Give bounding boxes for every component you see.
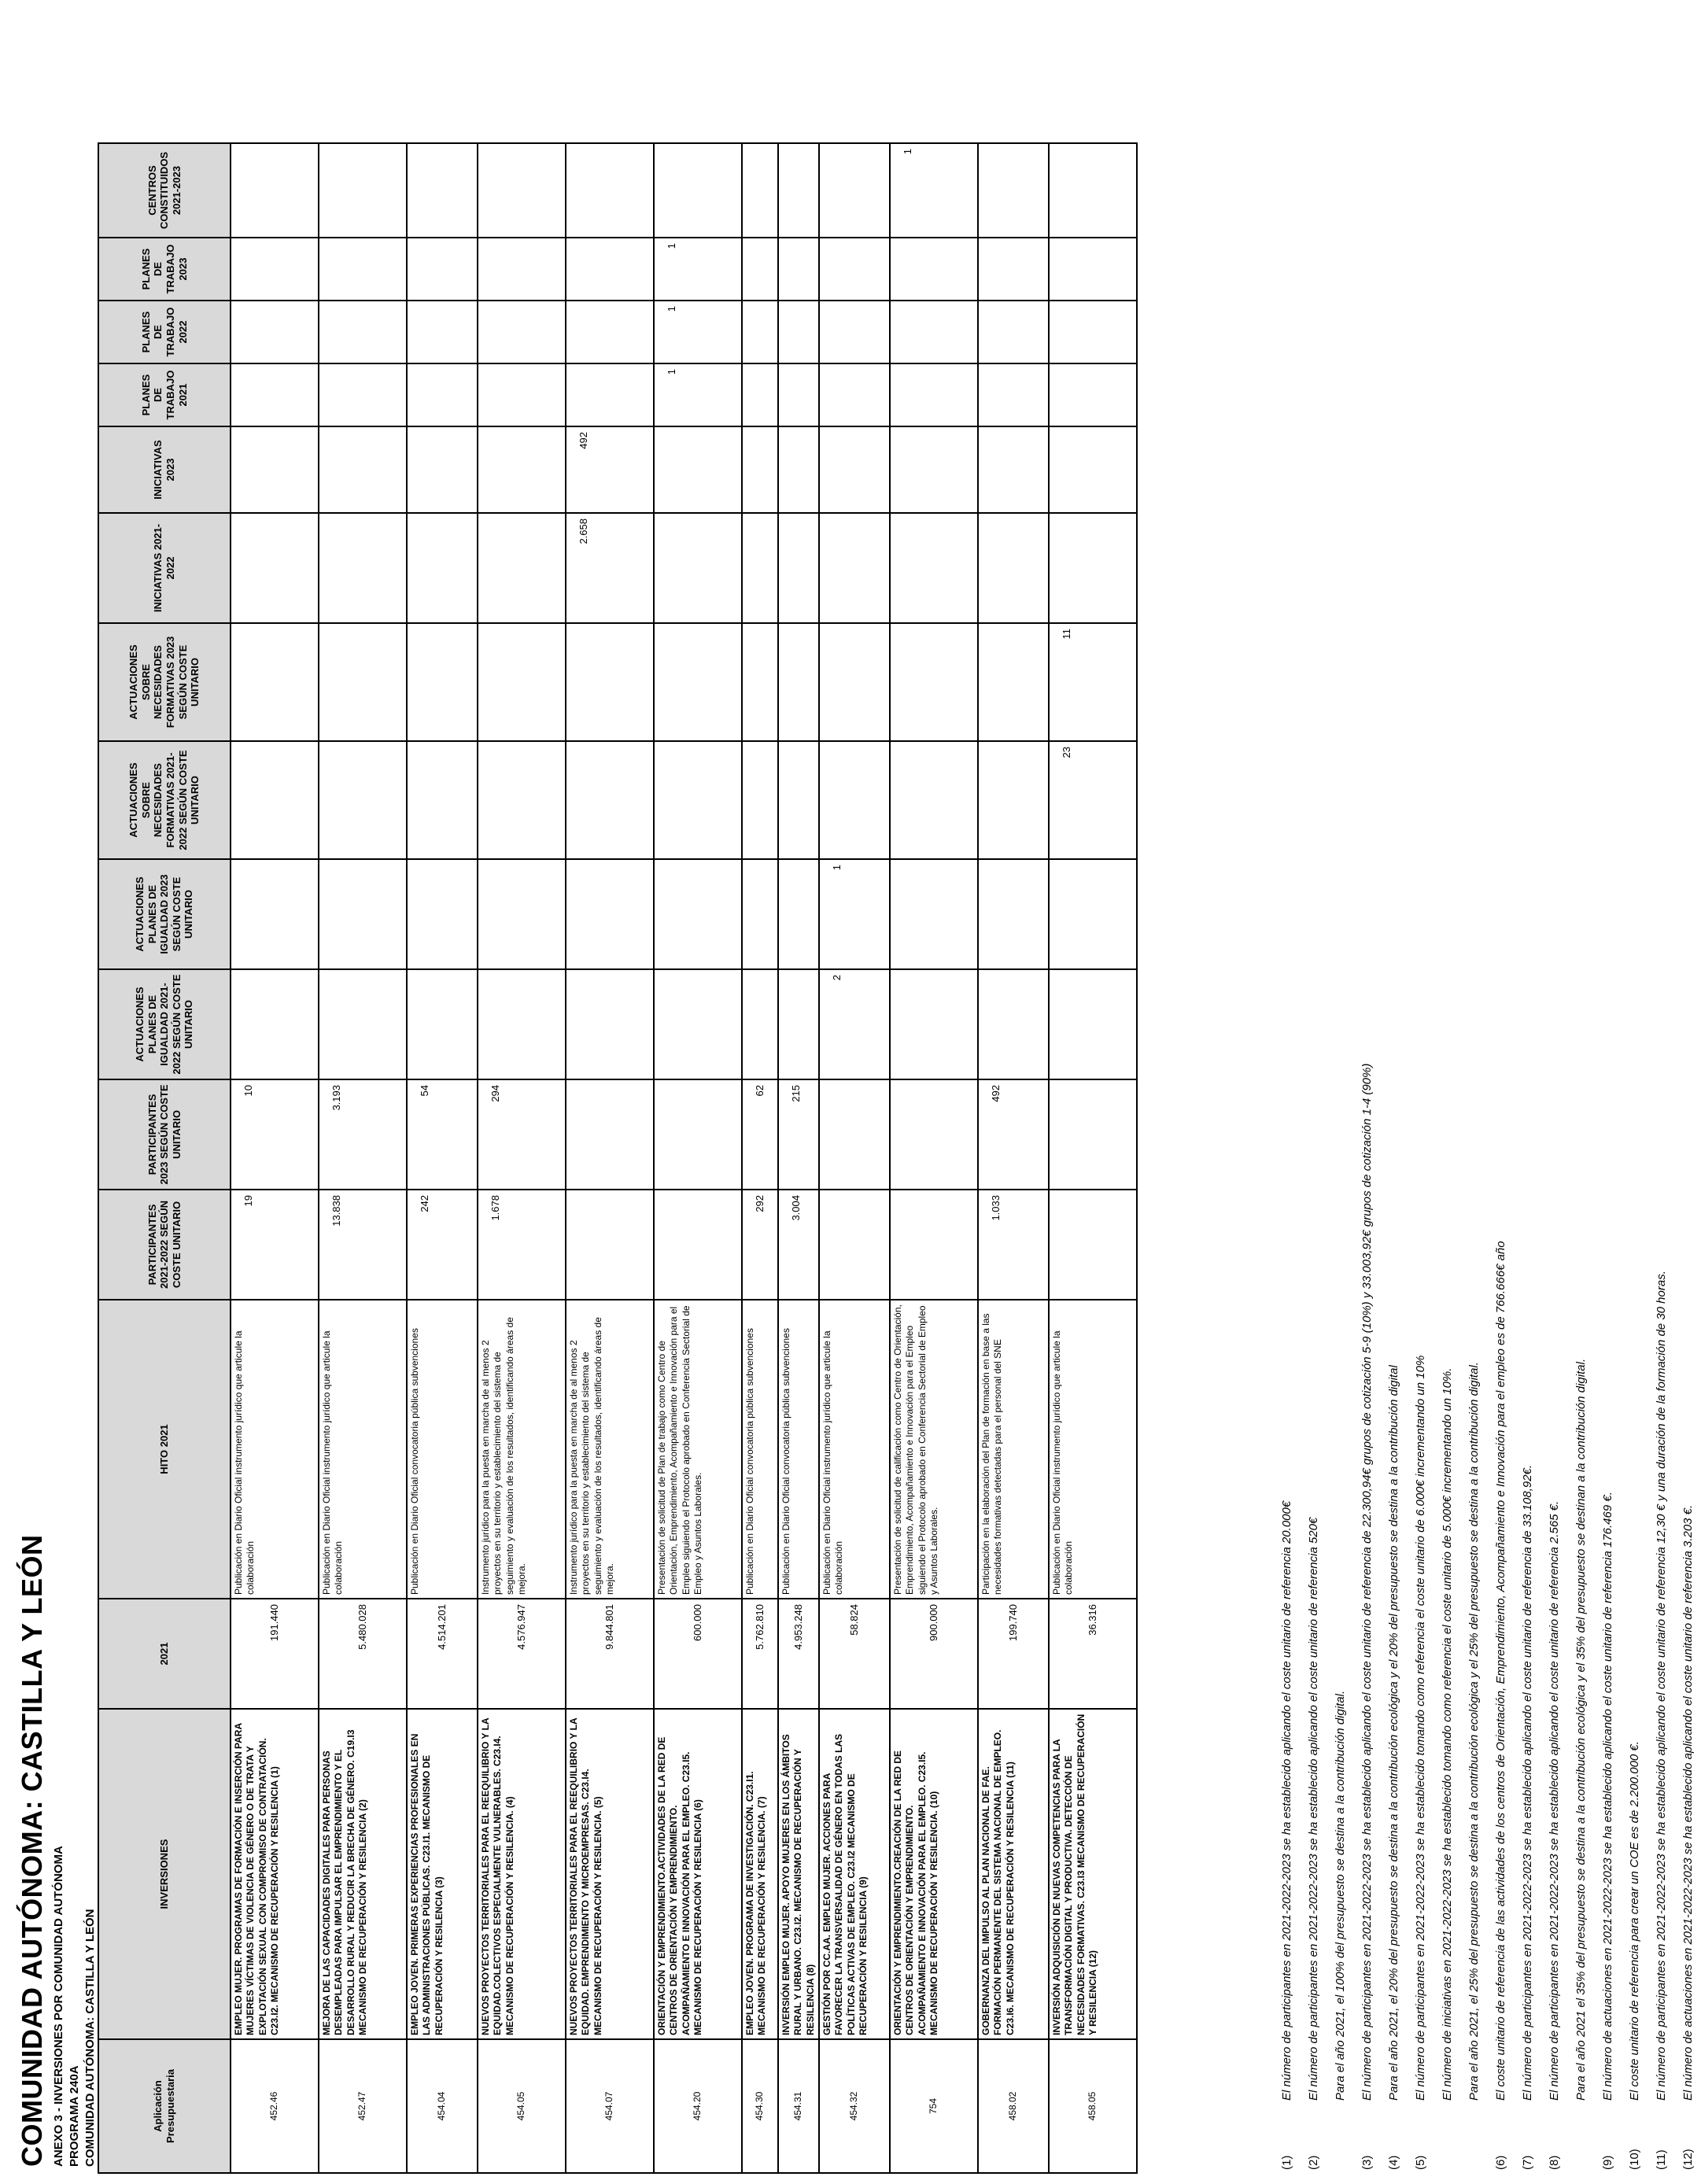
cell-value: [231, 143, 319, 238]
cell-hito: Presentación de solicitud de calificación como Centro de Orientación, Emprendimiento, Acompañamiento e Innovación para el Empleo siguiendo el Protocolo aprobado en Conferencia Sectorial de Empleo y Asuntos Laborales.: [890, 1300, 978, 1599]
cell-value: [319, 513, 407, 623]
cell-inversion: MEJORA DE LAS CAPACIDADES DIGITALES PARA PERSONAS DESEMPLEADAS PARA IMPULSAR EL EMPRENDIMIENTO Y EL DESARROLLO RURAL Y REDUCIR LA BRECHA DE GÉNERO. C19.I3 MECANISMO DE RECUPERACIÓN Y RESILENCIA (2): [319, 1709, 407, 2039]
cell-aplicacion: 454.32: [819, 2039, 890, 2173]
cell-value: [566, 859, 654, 969]
cell-value: [319, 623, 407, 741]
footnote-text: El número de participantes en 2021-2022-2023 se ha establecido aplicando el coste unitario de referencia 520€: [1306, 1517, 1320, 2101]
cell-value: [978, 363, 1049, 426]
cell-value: [654, 623, 742, 741]
cell-value: [478, 513, 566, 623]
footnote: [1407, 46, 1433, 2170]
cell-value: [1049, 238, 1137, 301]
footnote: [1674, 46, 1701, 2170]
cell-value: [654, 859, 742, 969]
cell-value: [778, 426, 819, 513]
footnote-ref: (7): [1520, 2155, 1534, 2170]
cell-value: [742, 969, 778, 1079]
footnote-ref: (1): [1279, 2155, 1293, 2170]
cell-value: 3.004: [778, 1190, 819, 1300]
cell-value: [819, 1079, 890, 1190]
cell-importe: 4.953.248: [778, 1599, 819, 1709]
cell-value: [478, 301, 566, 363]
footnote-text: Para el año 2021, el 20% del presupuesto se destina a la contribución ecológica y el 20% del presupuesto se destina a la contribución digital: [1386, 1365, 1400, 2101]
footnotes: [1273, 46, 1701, 2170]
cell-hito: Publicación en Diario Oficial convocatoria pública subvenciones: [407, 1300, 478, 1599]
table-row: [231, 143, 319, 2173]
cell-value: [1049, 1079, 1137, 1190]
cell-value: [742, 623, 778, 741]
cell-hito: Instrumento jurídico para la puesta en marcha de al menos 2 proyectos en su territorio y establecimiento del sistema de seguimiento y evaluación de los resultados, identificando áreas de mejora.: [478, 1300, 566, 1599]
cell-value: [319, 143, 407, 238]
cell-value: [978, 623, 1049, 741]
cell-value: [819, 623, 890, 741]
cell-value: 54: [407, 1079, 478, 1190]
table-row: [1049, 143, 1137, 2173]
cell-value: [778, 969, 819, 1079]
cell-value: 294: [478, 1079, 566, 1190]
cell-value: 62: [742, 1079, 778, 1190]
cell-value: [819, 143, 890, 238]
cell-value: [231, 301, 319, 363]
cell-hito: Participación en la elaboración del Plan de formación en base a las necesidades formativas detectadas para el personal del SNE: [978, 1300, 1049, 1599]
cell-value: [231, 741, 319, 859]
cell-value: [1049, 969, 1137, 1079]
cell-value: [231, 513, 319, 623]
cell-inversion: ORIENTACIÓN Y EMPRENDIMIENTO.CREACIÓN DE LA RED DE CENTROS DE ORIENTACIÓN Y EMPRENDIMIENTO. ACOMPAÑAMIENTO E INNOVACIÓN PARA EL EMPLEO. C23.I5. MECANISMO DE RECUPERACIÓN Y RESILENCIA. (10): [890, 1709, 978, 2039]
cell-value: [978, 143, 1049, 238]
col-header: CENTROS CONSTITUIDOS 2021-2023: [98, 143, 231, 238]
cell-value: 1: [654, 363, 742, 426]
cell-value: [231, 969, 319, 1079]
table-row: [478, 143, 566, 2173]
cell-value: [478, 969, 566, 1079]
cell-value: [566, 301, 654, 363]
cell-hito: Publicación en Diario Oficial instrumento jurídico que articule la colaboración: [319, 1300, 407, 1599]
cell-importe: 5.762.810: [742, 1599, 778, 1709]
cell-value: [478, 741, 566, 859]
footnote: [1647, 46, 1674, 2170]
cell-value: [319, 426, 407, 513]
cell-value: [978, 238, 1049, 301]
cell-value: [742, 741, 778, 859]
cell-value: [407, 859, 478, 969]
cell-value: 215: [778, 1079, 819, 1190]
investments-table: [98, 142, 1138, 2174]
cell-value: [566, 238, 654, 301]
cell-value: 11: [1049, 623, 1137, 741]
cell-inversion: GOBERNANZA DEL IMPULSO AL PLAN NACIONAL DE FAE. FORMACIÓN PERMANENTE DEL SISTEMA NACIONAL DE EMPLEO. C23.I6. MECANISMO DE RECUPERACIÓN Y RESILENCIA (11): [978, 1709, 1049, 2039]
cell-value: [566, 363, 654, 426]
cell-value: [1049, 513, 1137, 623]
cell-inversion: NUEVOS PROYECTOS TERRITORIALES PARA EL REEQUILIBRIO Y LA EQUIDAD. EMPRENDIMIENTO Y MICROEMPRESAS. C23.I4. MECANISMO DE RECUPERACIÓN Y RESILENCIA. (5): [566, 1709, 654, 2039]
footnote: [1273, 46, 1300, 2170]
subtitle-community: COMUNIDAD AUTÓNOMA: CASTILLA Y LEÓN: [83, 1909, 97, 2167]
cell-value: 1: [654, 301, 742, 363]
footnote-text: El coste unitario de referencia para crear un COE es de 2.200.000 €.: [1627, 1741, 1641, 2101]
footnote-text: Para el año 2021, el 25% del presupuesto se destina a la contribución ecológica y el 25% del presupuesto se destina a la contribución digital.: [1467, 1362, 1481, 2101]
footnote: [1487, 46, 1514, 2170]
cell-value: 1: [819, 859, 890, 969]
col-header: PARTICIPANTES 2023 SEGÚN COSTE UNITARIO: [98, 1079, 231, 1190]
cell-hito: Instrumento jurídico para la puesta en marcha de al menos 2 proyectos en su territorio y establecimiento del sistema de seguimiento y evaluación de los resultados, identificando áreas de mejora.: [566, 1300, 654, 1599]
cell-value: 492: [978, 1079, 1049, 1190]
col-header: ACTUACIONES PLANES DE IGUALDAD 2023 SEGÚN COSTE UNITARIO: [98, 859, 231, 969]
cell-value: [231, 363, 319, 426]
cell-value: [778, 623, 819, 741]
table-row: [319, 143, 407, 2173]
cell-value: [819, 363, 890, 426]
cell-value: [742, 426, 778, 513]
cell-hito: Publicación en Diario Oficial instrumento jurídico que articule la colaboración: [231, 1300, 319, 1599]
footnote-ref: (5): [1413, 2155, 1427, 2170]
cell-value: [819, 741, 890, 859]
cell-value: [319, 238, 407, 301]
footnote-ref: (2): [1306, 2155, 1320, 2170]
cell-value: [890, 301, 978, 363]
cell-value: [319, 363, 407, 426]
cell-value: [778, 741, 819, 859]
page-title: COMUNIDAD AUTÓNOMA: CASTILLA Y LEÓN: [16, 1534, 48, 2167]
cell-aplicacion: 454.07: [566, 2039, 654, 2173]
cell-value: [890, 741, 978, 859]
table-row: [978, 143, 1049, 2173]
cell-value: [654, 143, 742, 238]
cell-value: [407, 426, 478, 513]
cell-inversion: EMPLEO JOVEN. PRIMERAS EXPERIENCIAS PROFESIONALES EN LAS ADMINISTRACIONES PÚBLICAS. C23.I1. MECANISMO DE RECUPERACIÓN Y RESILENCIA (3): [407, 1709, 478, 2039]
cell-value: [478, 859, 566, 969]
cell-value: [654, 741, 742, 859]
cell-inversion: NUEVOS PROYECTOS TERRITORIALES PARA EL REEQUILIBRIO Y LA EQUIDAD.COLECTIVOS ESPECIALMENTE VULNERABLES. C23.I4. MECANISMO DE RECUPERACIÓN Y RESILENCIA. (4): [478, 1709, 566, 2039]
cell-value: [978, 741, 1049, 859]
footnote-ref: (10): [1627, 2149, 1641, 2170]
cell-value: 1: [654, 238, 742, 301]
cell-inversion: GESTIÓN POR CC.AA. EMPLEO MUJER. ACCIONES PARA FAVORECER LA TRANSVERSALIDAD DE GÉNERO EN TODAS LAS POLÍTICAS ACTIVAS DE EMPLEO. C23.I2 MECANISMO DE RECUPERACIÓN Y RESILENCIA (9): [819, 1709, 890, 2039]
cell-value: [407, 238, 478, 301]
footnote: [1540, 46, 1567, 2170]
cell-value: [407, 301, 478, 363]
footnote: [1594, 46, 1621, 2170]
cell-value: [978, 426, 1049, 513]
cell-value: [778, 143, 819, 238]
cell-value: [742, 513, 778, 623]
cell-value: [890, 238, 978, 301]
cell-inversion: INVERSIÓN EMPLEO MUJER. APOYO MUJERES EN LOS ÁMBITOS RURAL Y URBANO. C23.I2. MECANISMO DE RECUPERACIÓN Y RESILENCIA (8): [778, 1709, 819, 2039]
cell-aplicacion: 754: [890, 2039, 978, 2173]
cell-aplicacion: 454.20: [654, 2039, 742, 2173]
cell-value: [231, 623, 319, 741]
cell-value: [566, 143, 654, 238]
cell-aplicacion: 454.04: [407, 2039, 478, 2173]
footnote: [1514, 46, 1540, 2170]
col-header: PLANES DE TRABAJO 2021: [98, 363, 231, 426]
cell-value: [890, 969, 978, 1079]
footnote-text: El número de participantes en 2021-2022-2023 se ha establecido aplicando el coste unitario de referencia 12,30 € y una duración de la formación de 30 horas.: [1654, 1271, 1668, 2101]
cell-value: [1049, 301, 1137, 363]
table-header-row: [98, 143, 231, 2173]
cell-value: [819, 513, 890, 623]
cell-value: [319, 859, 407, 969]
cell-value: [654, 426, 742, 513]
cell-value: [742, 301, 778, 363]
cell-value: [819, 1190, 890, 1300]
cell-value: [819, 238, 890, 301]
cell-value: [566, 1190, 654, 1300]
col-header: INICIATIVAS 2021-2022: [98, 513, 231, 623]
col-header: INICIATIVAS 2023: [98, 426, 231, 513]
cell-value: [407, 623, 478, 741]
cell-value: 242: [407, 1190, 478, 1300]
cell-value: 19: [231, 1190, 319, 1300]
table-row: [566, 143, 654, 2173]
cell-value: 1: [890, 143, 978, 238]
cell-value: [890, 426, 978, 513]
cell-aplicacion: 454.05: [478, 2039, 566, 2173]
cell-value: 2.658: [566, 513, 654, 623]
table-row: [654, 143, 742, 2173]
cell-value: [566, 969, 654, 1079]
col-header: PARTICIPANTES 2021-2022 SEGÚN COSTE UNITARIO: [98, 1190, 231, 1300]
cell-value: [890, 1079, 978, 1190]
cell-value: [978, 859, 1049, 969]
cell-hito: Presentación de solicitud de Plan de trabajo como Centro de Orientación, Emprendimiento, Acompañamiento e Innovación para el Empleo siguiendo el Protocolo aprobado en Conferencia Sectorial de Empleo y Asuntos Laborales.: [654, 1300, 742, 1599]
col-header: PLANES DE TRABAJO 2022: [98, 301, 231, 363]
cell-value: 492: [566, 426, 654, 513]
cell-value: 1.678: [478, 1190, 566, 1300]
cell-value: [566, 1079, 654, 1190]
cell-importe: 900.000: [890, 1599, 978, 1709]
footnote-ref: (9): [1600, 2155, 1614, 2170]
cell-value: [978, 969, 1049, 1079]
cell-value: [654, 513, 742, 623]
footnote: [1621, 46, 1647, 2170]
footnote-ref: (6): [1493, 2155, 1507, 2170]
col-header: PLANES DE TRABAJO 2023: [98, 238, 231, 301]
cell-importe: 199.740: [978, 1599, 1049, 1709]
footnote: [1460, 46, 1487, 2170]
cell-aplicacion: 454.30: [742, 2039, 778, 2173]
footnote: [1567, 46, 1594, 2170]
footnote-text: El número de actuaciones en 2021-2022-2023 se ha establecido aplicando el coste unitario de referencia 176.469 €.: [1600, 1492, 1614, 2101]
cell-importe: 58.824: [819, 1599, 890, 1709]
cell-value: [890, 623, 978, 741]
cell-value: [742, 859, 778, 969]
cell-value: [819, 426, 890, 513]
footnote-text: Para el año 2021, el 100% del presupuesto se destina a la contribución digital.: [1333, 1690, 1347, 2101]
col-header: Aplicación Presupuestaria: [98, 2039, 231, 2173]
cell-hito: Publicación en Diario Oficial convocatoria pública subvenciones: [778, 1300, 819, 1599]
footnote-text: El número de actuaciones en 2021-2022-2023 se ha establecido aplicando el coste unitario de referencia 3.203 €.: [1681, 1504, 1695, 2101]
cell-value: [231, 238, 319, 301]
cell-value: [407, 741, 478, 859]
cell-value: [978, 301, 1049, 363]
cell-value: [742, 238, 778, 301]
footnote-ref: (8): [1547, 2155, 1561, 2170]
cell-value: [478, 238, 566, 301]
cell-value: [407, 363, 478, 426]
cell-value: 13.838: [319, 1190, 407, 1300]
cell-importe: 9.844.801: [566, 1599, 654, 1709]
footnote-text: El número de participantes en 2021-2022-2023 se ha establecido aplicando el coste unitario de referencia de 22.300,94€ grupos de cotización 5-9 (10%) y 33.003,92€ grupos de cotización 1-4 (90%): [1360, 1063, 1374, 2101]
footnote-text: El coste unitario de referencia de las actividades de los centros de Orientación, Emprendimiento, Acompañamiento e Innovación para el empleo es de 766.666€ año: [1493, 1241, 1507, 2101]
cell-value: 23: [1049, 741, 1137, 859]
cell-importe: 4.576.947: [478, 1599, 566, 1709]
cell-value: [319, 969, 407, 1079]
cell-value: [654, 969, 742, 1079]
cell-importe: 5.480.028: [319, 1599, 407, 1709]
footnote: [1300, 46, 1326, 2170]
footnote-text: El número de iniciativas en 2021-2022-2023 se ha establecido tomando como referencia el coste unitario de 5.000€ incrementando un 10%.: [1440, 1367, 1454, 2101]
cell-value: [407, 969, 478, 1079]
cell-aplicacion: 452.47: [319, 2039, 407, 2173]
cell-aplicacion: 454.31: [778, 2039, 819, 2173]
footnote: [1353, 46, 1380, 2170]
cell-value: [407, 513, 478, 623]
subtitle-program: PROGRAMA 240A: [68, 2065, 81, 2167]
cell-value: [778, 301, 819, 363]
cell-value: [890, 859, 978, 969]
footnote: [1380, 46, 1407, 2170]
cell-value: 292: [742, 1190, 778, 1300]
cell-value: [890, 513, 978, 623]
footnote-text: El número de participantes en 2021-2022-2023 se ha establecido aplicando el coste unitario de referencia 20.000€: [1279, 1500, 1293, 2101]
cell-value: 2: [819, 969, 890, 1079]
subtitle-annex: ANEXO 3 - INVERSIONES POR COMUNIDAD AUTÓNOMA: [52, 1846, 65, 2167]
footnote-text: Para el año 2021 el 35% del presupuesto se destina a la contribución ecológica y el 35% del presupuesto se destinan a la contribución digital.: [1574, 1358, 1588, 2101]
footnote: [1326, 46, 1353, 2170]
footnote-ref: (4): [1386, 2155, 1400, 2170]
cell-value: [1049, 859, 1137, 969]
cell-value: [778, 513, 819, 623]
cell-value: [566, 741, 654, 859]
cell-hito: Publicación en Diario Oficial instrumento jurídico que articule la colaboración: [819, 1300, 890, 1599]
cell-value: [742, 143, 778, 238]
cell-value: [742, 363, 778, 426]
table-row: [890, 143, 978, 2173]
footnote-ref: (3): [1360, 2155, 1374, 2170]
cell-aplicacion: 458.02: [978, 2039, 1049, 2173]
cell-value: [778, 363, 819, 426]
cell-aplicacion: 458.05: [1049, 2039, 1137, 2173]
col-header: HITO 2021: [98, 1300, 231, 1599]
table-row: [407, 143, 478, 2173]
col-header: INVERSIONES: [98, 1709, 231, 2039]
cell-value: [1049, 1190, 1137, 1300]
cell-importe: 600.000: [654, 1599, 742, 1709]
cell-value: [566, 623, 654, 741]
cell-value: [1049, 363, 1137, 426]
table-row: [742, 143, 778, 2173]
cell-value: [778, 238, 819, 301]
cell-value: [890, 1190, 978, 1300]
cell-value: [819, 301, 890, 363]
cell-value: [231, 426, 319, 513]
cell-value: [654, 1079, 742, 1190]
cell-value: [478, 143, 566, 238]
footnote-ref: (11): [1654, 2149, 1668, 2170]
cell-inversion: EMPLEO MUJER. PROGRAMAS DE FORMACIÓN E INSERCIÓN PARA MUJERES VÍCTIMAS DE VIOLENCIA DE GÉNERO O DE TRATA Y EXPLOTACIÓN SEXUAL CON COMPROMISO DE CONTRATACIÓN. C23.I2. MECANISMO DE RECUPERACIÓN Y RESILENCIA (1): [231, 1709, 319, 2039]
col-header: ACTUACIONES PLANES DE IGUALDAD 2021-2022 SEGÚN COSTE UNITARIO: [98, 969, 231, 1079]
footnote-text: El número de participantes en 2021-2022-2023 se ha establecido aplicando el coste unitario de referencia de 33.108,92€.: [1520, 1464, 1534, 2101]
cell-value: [478, 426, 566, 513]
cell-value: [778, 859, 819, 969]
cell-value: [978, 513, 1049, 623]
cell-inversion: INVERSIÓN ADQUISICIÓN DE NUEVAS COMPETENCIAS PARA LA TRANSFORMACIÓN DIGITAL Y PRODUCTIVA. DETECCIÓN DE NECESIDADES FORMATIVAS. C23.I3 MECANISMO DE RECUPERACIÓN Y RESILENCIA (12): [1049, 1709, 1137, 2039]
col-header: ACTUACIONES SOBRE NECESIDADES FORMATIVAS 2021-2022 SEGÚN COSTE UNITARIO: [98, 741, 231, 859]
footnote-text: El número de participantes en 2021-2022-2023 se ha establecido aplicando el coste unitario de referencia 2.565 €.: [1547, 1500, 1561, 2101]
col-header: 2021: [98, 1599, 231, 1709]
cell-inversion: EMPLEO JOVEN. PROGRAMA DE INVESTIGACIÓN. C23.I1. MECANISMO DE RECUPERACIÓN Y RESILENCIA. (7): [742, 1709, 778, 2039]
cell-value: [1049, 143, 1137, 238]
cell-value: [319, 741, 407, 859]
footnote-ref: (12): [1681, 2149, 1695, 2170]
col-header: ACTUACIONES SOBRE NECESIDADES FORMATIVAS 2023 SEGÚN COSTE UNITARIO: [98, 623, 231, 741]
table-row: [819, 143, 890, 2173]
footnote-text: El número de participantes en 2021-2022-2023 se ha establecido tomando como referencia el coste unitario de 6.000€ incrementando un 10%: [1413, 1355, 1427, 2101]
cell-hito: Publicación en Diario Oficial convocatoria pública subvenciones: [742, 1300, 778, 1599]
cell-inversion: ORIENTACIÓN Y EMPRENDIMIENTO.ACTIVIDADES DE LA RED DE CENTROS DE ORIENTACIÓN Y EMPRENDIMIENTO. ACOMPAÑAMIENTO E INNOVACIÓN PARA EL EMPLEO. C23.I5. MECANISMO DE RECUPERACIÓN Y RESILENCIA (6): [654, 1709, 742, 2039]
cell-value: [231, 859, 319, 969]
cell-value: [1049, 426, 1137, 513]
cell-hito: Publicación en Diario Oficial instrumento jurídico que articule la colaboración: [1049, 1300, 1137, 1599]
cell-importe: 36.316: [1049, 1599, 1137, 1709]
cell-importe: 191.440: [231, 1599, 319, 1709]
cell-value: [407, 143, 478, 238]
cell-value: [319, 301, 407, 363]
cell-value: [654, 1190, 742, 1300]
cell-value: [478, 363, 566, 426]
cell-aplicacion: 452.46: [231, 2039, 319, 2173]
cell-value: 3.193: [319, 1079, 407, 1190]
table-row: [778, 143, 819, 2173]
cell-value: [478, 623, 566, 741]
cell-value: [890, 363, 978, 426]
footnote: [1433, 46, 1460, 2170]
cell-value: 1.033: [978, 1190, 1049, 1300]
cell-importe: 4.514.201: [407, 1599, 478, 1709]
cell-value: 10: [231, 1079, 319, 1190]
